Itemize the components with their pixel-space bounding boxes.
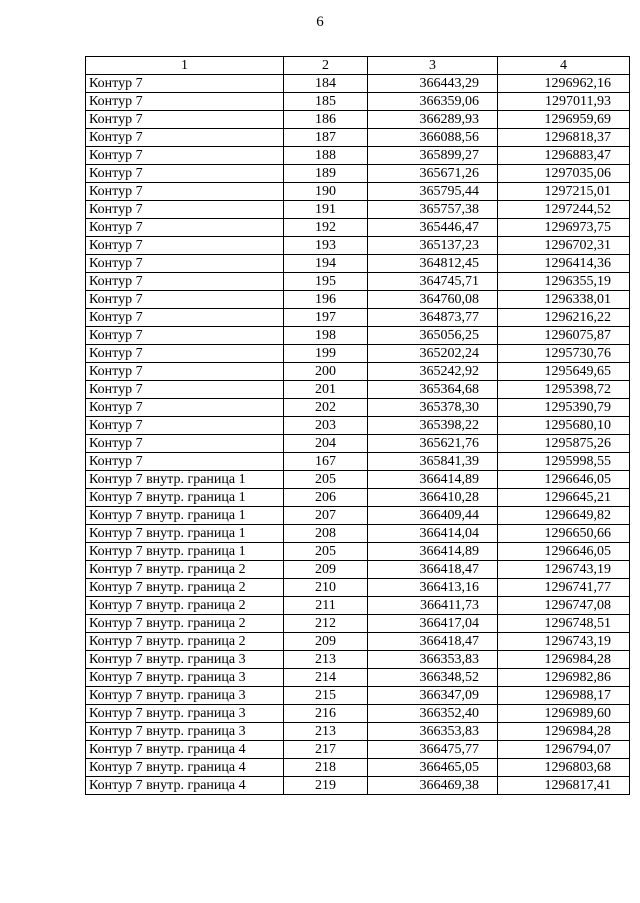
y-coordinate-cell: 1295649,65 [498, 363, 630, 381]
table-row [86, 651, 630, 669]
x-coordinate-cell: 366417,04 [368, 615, 498, 633]
y-coordinate-cell: 1296962,16 [498, 75, 630, 93]
y-coordinate-cell: 1296741,77 [498, 579, 630, 597]
table-row [86, 579, 630, 597]
contour-name-cell: Контур 7 внутр. граница 2 [86, 561, 284, 579]
x-coordinate-cell: 364745,71 [368, 273, 498, 291]
y-coordinate-cell: 1295390,79 [498, 399, 630, 417]
y-coordinate-cell: 1296216,22 [498, 309, 630, 327]
x-coordinate-cell: 366352,40 [368, 705, 498, 723]
table-row [86, 345, 630, 363]
x-coordinate-cell: 365446,47 [368, 219, 498, 237]
point-number-cell: 205 [284, 471, 368, 489]
x-coordinate-cell: 366418,47 [368, 633, 498, 651]
point-number-cell: 215 [284, 687, 368, 705]
y-coordinate-cell: 1295398,72 [498, 381, 630, 399]
table-body [86, 75, 630, 795]
contour-name-cell: Контур 7 [86, 255, 284, 273]
x-coordinate-cell: 365378,30 [368, 399, 498, 417]
table-row [86, 75, 630, 93]
point-number-cell: 213 [284, 651, 368, 669]
contour-name-cell: Контур 7 [86, 201, 284, 219]
y-coordinate-cell: 1296794,07 [498, 741, 630, 759]
y-coordinate-cell: 1296803,68 [498, 759, 630, 777]
contour-name-cell: Контур 7 внутр. граница 3 [86, 669, 284, 687]
x-coordinate-cell: 366347,09 [368, 687, 498, 705]
table-row [86, 435, 630, 453]
column-header-2: 2 [284, 57, 368, 75]
y-coordinate-cell: 1296414,36 [498, 255, 630, 273]
point-number-cell: 217 [284, 741, 368, 759]
table-row [86, 507, 630, 525]
x-coordinate-cell: 365899,27 [368, 147, 498, 165]
x-coordinate-cell: 366414,89 [368, 543, 498, 561]
x-coordinate-cell: 366469,38 [368, 777, 498, 795]
table-row [86, 597, 630, 615]
x-coordinate-cell: 365137,23 [368, 237, 498, 255]
point-number-cell: 198 [284, 327, 368, 345]
point-number-cell: 188 [284, 147, 368, 165]
contour-name-cell: Контур 7 [86, 291, 284, 309]
table-row [86, 255, 630, 273]
y-coordinate-cell: 1296982,86 [498, 669, 630, 687]
column-header-4: 4 [498, 57, 630, 75]
table-row [86, 165, 630, 183]
y-coordinate-cell: 1296973,75 [498, 219, 630, 237]
point-number-cell: 203 [284, 417, 368, 435]
x-coordinate-cell: 365757,38 [368, 201, 498, 219]
y-coordinate-cell: 1295998,55 [498, 453, 630, 471]
y-coordinate-cell: 1296959,69 [498, 111, 630, 129]
contour-name-cell: Контур 7 [86, 435, 284, 453]
contour-name-cell: Контур 7 внутр. граница 3 [86, 687, 284, 705]
contour-name-cell: Контур 7 [86, 219, 284, 237]
point-number-cell: 214 [284, 669, 368, 687]
point-number-cell: 194 [284, 255, 368, 273]
x-coordinate-cell: 366289,93 [368, 111, 498, 129]
x-coordinate-cell: 366409,44 [368, 507, 498, 525]
y-coordinate-cell: 1296883,47 [498, 147, 630, 165]
x-coordinate-cell: 366414,89 [368, 471, 498, 489]
y-coordinate-cell: 1296817,41 [498, 777, 630, 795]
y-coordinate-cell: 1296988,17 [498, 687, 630, 705]
x-coordinate-cell: 364812,45 [368, 255, 498, 273]
contour-name-cell: Контур 7 внутр. граница 3 [86, 705, 284, 723]
contour-name-cell: Контур 7 внутр. граница 2 [86, 615, 284, 633]
table-row [86, 777, 630, 795]
contour-name-cell: Контур 7 [86, 363, 284, 381]
x-coordinate-cell: 366353,83 [368, 723, 498, 741]
y-coordinate-cell: 1297215,01 [498, 183, 630, 201]
point-number-cell: 211 [284, 597, 368, 615]
contour-name-cell: Контур 7 внутр. граница 2 [86, 633, 284, 651]
x-coordinate-cell: 366418,47 [368, 561, 498, 579]
contour-name-cell: Контур 7 [86, 273, 284, 291]
x-coordinate-cell: 364873,77 [368, 309, 498, 327]
table-row [86, 525, 630, 543]
y-coordinate-cell: 1297035,06 [498, 165, 630, 183]
point-number-cell: 219 [284, 777, 368, 795]
x-coordinate-cell: 366414,04 [368, 525, 498, 543]
point-number-cell: 202 [284, 399, 368, 417]
table-row [86, 363, 630, 381]
contour-name-cell: Контур 7 [86, 111, 284, 129]
contour-name-cell: Контур 7 внутр. граница 2 [86, 597, 284, 615]
contour-name-cell: Контур 7 [86, 345, 284, 363]
column-header-1: 1 [86, 57, 284, 75]
contour-name-cell: Контур 7 внутр. граница 1 [86, 507, 284, 525]
point-number-cell: 196 [284, 291, 368, 309]
point-number-cell: 205 [284, 543, 368, 561]
point-number-cell: 192 [284, 219, 368, 237]
y-coordinate-cell: 1296702,31 [498, 237, 630, 255]
x-coordinate-cell: 366348,52 [368, 669, 498, 687]
contour-name-cell: Контур 7 [86, 237, 284, 255]
x-coordinate-cell: 365841,39 [368, 453, 498, 471]
contour-name-cell: Контур 7 внутр. граница 1 [86, 525, 284, 543]
y-coordinate-cell: 1296338,01 [498, 291, 630, 309]
point-number-cell: 209 [284, 633, 368, 651]
table-row [86, 471, 630, 489]
point-number-cell: 201 [284, 381, 368, 399]
contour-name-cell: Контур 7 [86, 453, 284, 471]
table-row [86, 543, 630, 561]
x-coordinate-cell: 365242,92 [368, 363, 498, 381]
point-number-cell: 185 [284, 93, 368, 111]
x-coordinate-cell: 366413,16 [368, 579, 498, 597]
y-coordinate-cell: 1296645,21 [498, 489, 630, 507]
table-row [86, 129, 630, 147]
contour-name-cell: Контур 7 [86, 129, 284, 147]
table-row [86, 309, 630, 327]
table-header-row [86, 57, 630, 75]
table-row [86, 381, 630, 399]
point-number-cell: 190 [284, 183, 368, 201]
y-coordinate-cell: 1296984,28 [498, 651, 630, 669]
coordinates-table [85, 56, 630, 795]
point-number-cell: 216 [284, 705, 368, 723]
contour-name-cell: Контур 7 внутр. граница 3 [86, 651, 284, 669]
y-coordinate-cell: 1295680,10 [498, 417, 630, 435]
y-coordinate-cell: 1296646,05 [498, 543, 630, 561]
y-coordinate-cell: 1295875,26 [498, 435, 630, 453]
x-coordinate-cell: 366475,77 [368, 741, 498, 759]
point-number-cell: 167 [284, 453, 368, 471]
contour-name-cell: Контур 7 [86, 93, 284, 111]
column-header-3: 3 [368, 57, 498, 75]
contour-name-cell: Контур 7 внутр. граница 1 [86, 489, 284, 507]
table-row [86, 687, 630, 705]
contour-name-cell: Контур 7 внутр. граница 4 [86, 777, 284, 795]
table-row [86, 273, 630, 291]
contour-name-cell: Контур 7 внутр. граница 1 [86, 471, 284, 489]
point-number-cell: 210 [284, 579, 368, 597]
table-row [86, 183, 630, 201]
x-coordinate-cell: 365202,24 [368, 345, 498, 363]
y-coordinate-cell: 1296743,19 [498, 561, 630, 579]
contour-name-cell: Контур 7 [86, 327, 284, 345]
y-coordinate-cell: 1296650,66 [498, 525, 630, 543]
x-coordinate-cell: 365056,25 [368, 327, 498, 345]
x-coordinate-cell: 366465,05 [368, 759, 498, 777]
point-number-cell: 212 [284, 615, 368, 633]
table-row [86, 399, 630, 417]
table-row [86, 219, 630, 237]
point-number-cell: 218 [284, 759, 368, 777]
page-number: 6 [316, 14, 324, 30]
x-coordinate-cell: 365621,76 [368, 435, 498, 453]
y-coordinate-cell: 1295730,76 [498, 345, 630, 363]
table-row [86, 291, 630, 309]
table-row [86, 489, 630, 507]
point-number-cell: 195 [284, 273, 368, 291]
y-coordinate-cell: 1296818,37 [498, 129, 630, 147]
y-coordinate-cell: 1296743,19 [498, 633, 630, 651]
table-row [86, 417, 630, 435]
x-coordinate-cell: 366411,73 [368, 597, 498, 615]
y-coordinate-cell: 1296646,05 [498, 471, 630, 489]
point-number-cell: 197 [284, 309, 368, 327]
point-number-cell: 209 [284, 561, 368, 579]
contour-name-cell: Контур 7 [86, 183, 284, 201]
table-row [86, 111, 630, 129]
table-row [86, 759, 630, 777]
table-row [86, 615, 630, 633]
point-number-cell: 187 [284, 129, 368, 147]
x-coordinate-cell: 364760,08 [368, 291, 498, 309]
table-row [86, 327, 630, 345]
point-number-cell: 208 [284, 525, 368, 543]
contour-name-cell: Контур 7 внутр. граница 3 [86, 723, 284, 741]
contour-name-cell: Контур 7 внутр. граница 4 [86, 741, 284, 759]
table-row [86, 633, 630, 651]
point-number-cell: 189 [284, 165, 368, 183]
x-coordinate-cell: 366353,83 [368, 651, 498, 669]
point-number-cell: 184 [284, 75, 368, 93]
x-coordinate-cell: 365364,68 [368, 381, 498, 399]
contour-name-cell: Контур 7 [86, 417, 284, 435]
point-number-cell: 199 [284, 345, 368, 363]
x-coordinate-cell: 366088,56 [368, 129, 498, 147]
table-row [86, 669, 630, 687]
contour-name-cell: Контур 7 внутр. граница 4 [86, 759, 284, 777]
y-coordinate-cell: 1296075,87 [498, 327, 630, 345]
point-number-cell: 206 [284, 489, 368, 507]
point-number-cell: 204 [284, 435, 368, 453]
table-row [86, 705, 630, 723]
x-coordinate-cell: 365671,26 [368, 165, 498, 183]
contour-name-cell: Контур 7 [86, 147, 284, 165]
y-coordinate-cell: 1296989,60 [498, 705, 630, 723]
contour-name-cell: Контур 7 внутр. граница 1 [86, 543, 284, 561]
point-number-cell: 213 [284, 723, 368, 741]
contour-name-cell: Контур 7 [86, 309, 284, 327]
y-coordinate-cell: 1297244,52 [498, 201, 630, 219]
y-coordinate-cell: 1296747,08 [498, 597, 630, 615]
table-row [86, 453, 630, 471]
table-row [86, 147, 630, 165]
x-coordinate-cell: 366359,06 [368, 93, 498, 111]
x-coordinate-cell: 366410,28 [368, 489, 498, 507]
table-row [86, 741, 630, 759]
point-number-cell: 193 [284, 237, 368, 255]
table-row [86, 93, 630, 111]
table-row [86, 561, 630, 579]
y-coordinate-cell: 1297011,93 [498, 93, 630, 111]
y-coordinate-cell: 1296984,28 [498, 723, 630, 741]
y-coordinate-cell: 1296355,19 [498, 273, 630, 291]
table-row [86, 237, 630, 255]
x-coordinate-cell: 366443,29 [368, 75, 498, 93]
point-number-cell: 191 [284, 201, 368, 219]
contour-name-cell: Контур 7 [86, 381, 284, 399]
y-coordinate-cell: 1296748,51 [498, 615, 630, 633]
table-row [86, 723, 630, 741]
contour-name-cell: Контур 7 [86, 165, 284, 183]
point-number-cell: 200 [284, 363, 368, 381]
table-row [86, 201, 630, 219]
y-coordinate-cell: 1296649,82 [498, 507, 630, 525]
point-number-cell: 186 [284, 111, 368, 129]
contour-name-cell: Контур 7 [86, 399, 284, 417]
contour-name-cell: Контур 7 [86, 75, 284, 93]
x-coordinate-cell: 365795,44 [368, 183, 498, 201]
x-coordinate-cell: 365398,22 [368, 417, 498, 435]
point-number-cell: 207 [284, 507, 368, 525]
contour-name-cell: Контур 7 внутр. граница 2 [86, 579, 284, 597]
